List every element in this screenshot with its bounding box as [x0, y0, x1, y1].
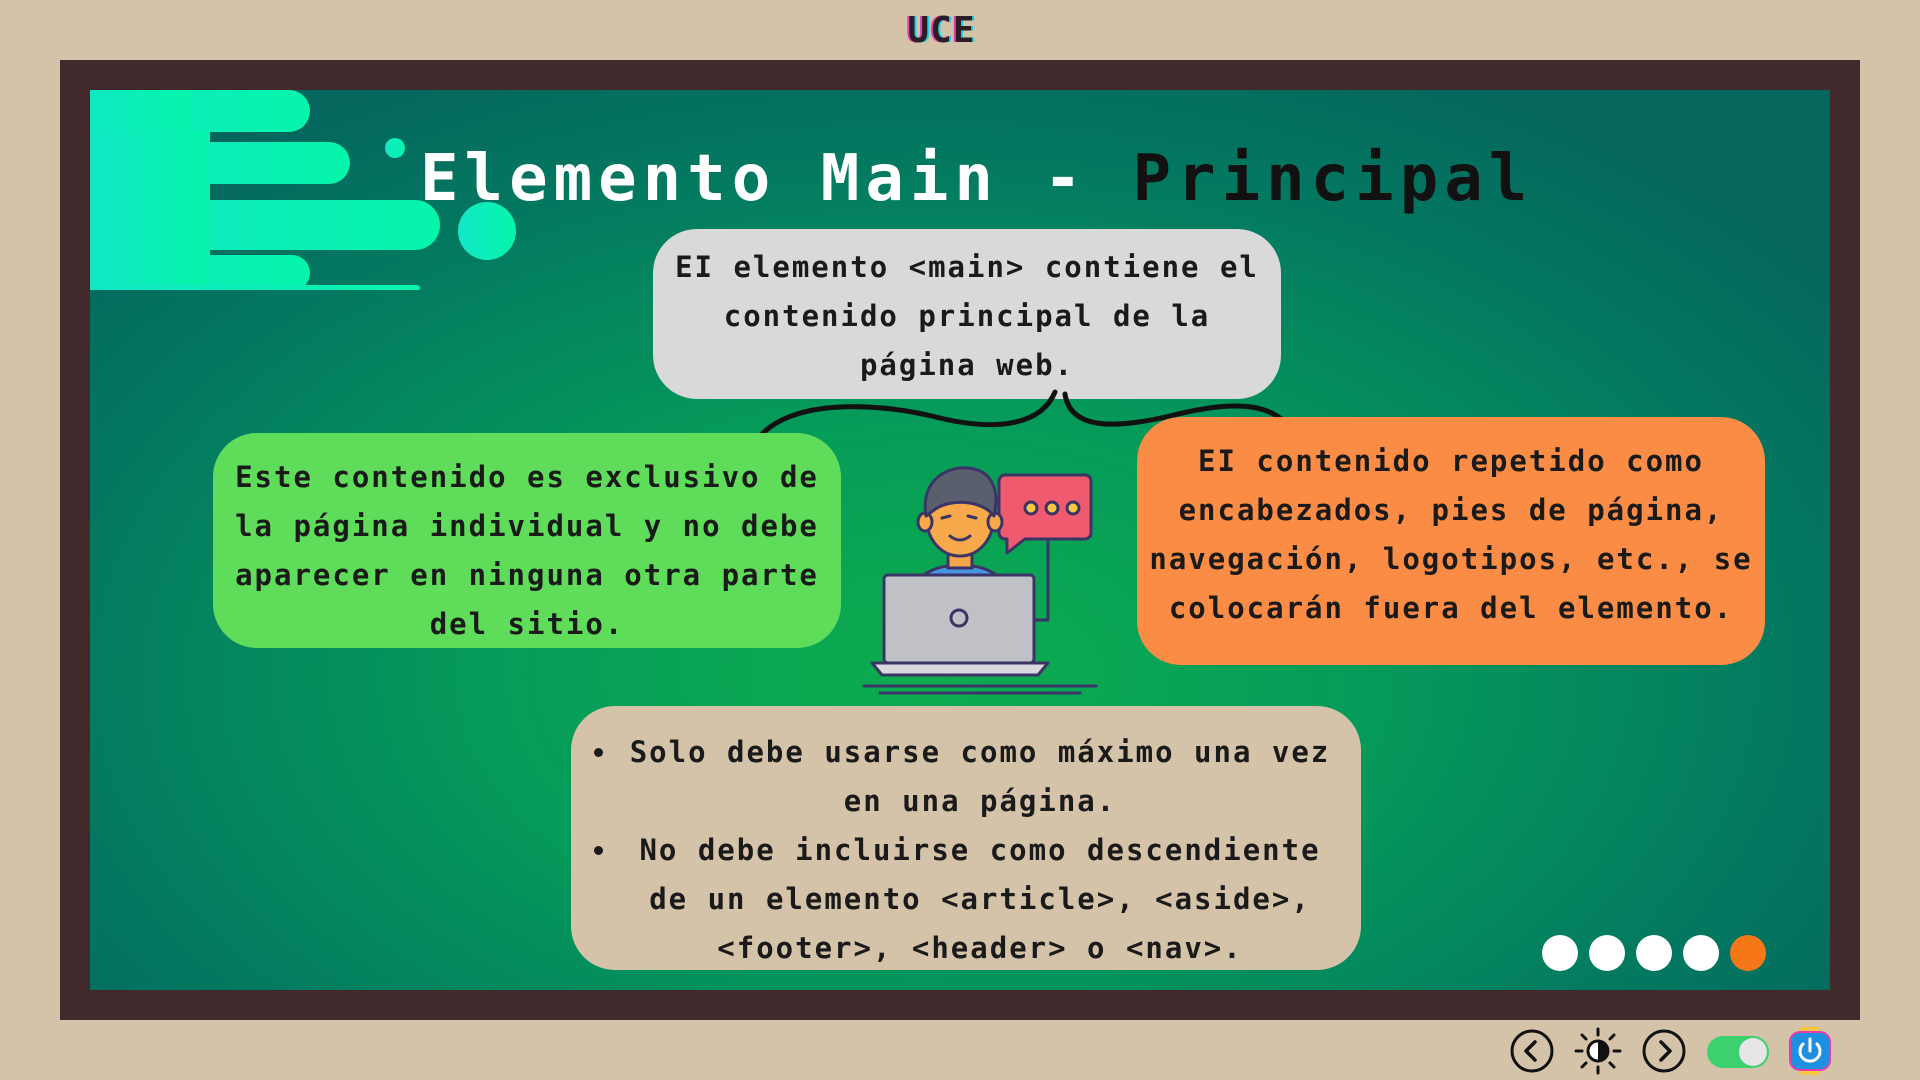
slide-pagination: [1542, 935, 1766, 971]
slide-frame: [60, 60, 1860, 1020]
power-icon[interactable]: [1786, 1027, 1834, 1075]
page-dot-5[interactable]: [1730, 935, 1766, 971]
chevron-right-icon[interactable]: [1640, 1027, 1688, 1075]
page-dot-3[interactable]: [1636, 935, 1672, 971]
rule-item: • Solo debe usarse como máximo una vez en una página.: [619, 728, 1341, 826]
rules-bubble: [571, 706, 1361, 970]
toggle-icon[interactable]: [1706, 1035, 1770, 1069]
page-dot-2[interactable]: [1589, 935, 1625, 971]
rules-list: [591, 728, 1341, 973]
title-part-main: Elemento Main -: [420, 142, 1133, 216]
person-laptop-illustration: [850, 460, 1110, 695]
page-dot-1[interactable]: [1542, 935, 1578, 971]
rule-item: • No debe incluirse como descendiente de un elemento <article>, <aside>, <footer>, <header> o <nav>.: [619, 826, 1341, 973]
brand-logo: UCE: [907, 10, 976, 51]
slide-board: [90, 90, 1830, 990]
repeated-content-bubble: EI contenido repetido como encabezados, pies de página, navegación, logotipos, etc., se colocarán fuera del elemento.: [1137, 417, 1765, 665]
presentation-controls: [1508, 1027, 1834, 1077]
slide-title: [420, 142, 1534, 216]
exclusive-content-bubble: Este contenido es exclusivo de la página individual y no debe aparecer en ninguna otra parte del sitio.: [213, 433, 841, 648]
chevron-left-icon[interactable]: [1508, 1027, 1556, 1075]
definition-bubble: EI elemento <main> contiene el contenido principal de la página web.: [653, 229, 1281, 399]
page-dot-4[interactable]: [1683, 935, 1719, 971]
title-part-principal: Principal: [1132, 142, 1534, 216]
sun-icon[interactable]: [1574, 1027, 1622, 1075]
